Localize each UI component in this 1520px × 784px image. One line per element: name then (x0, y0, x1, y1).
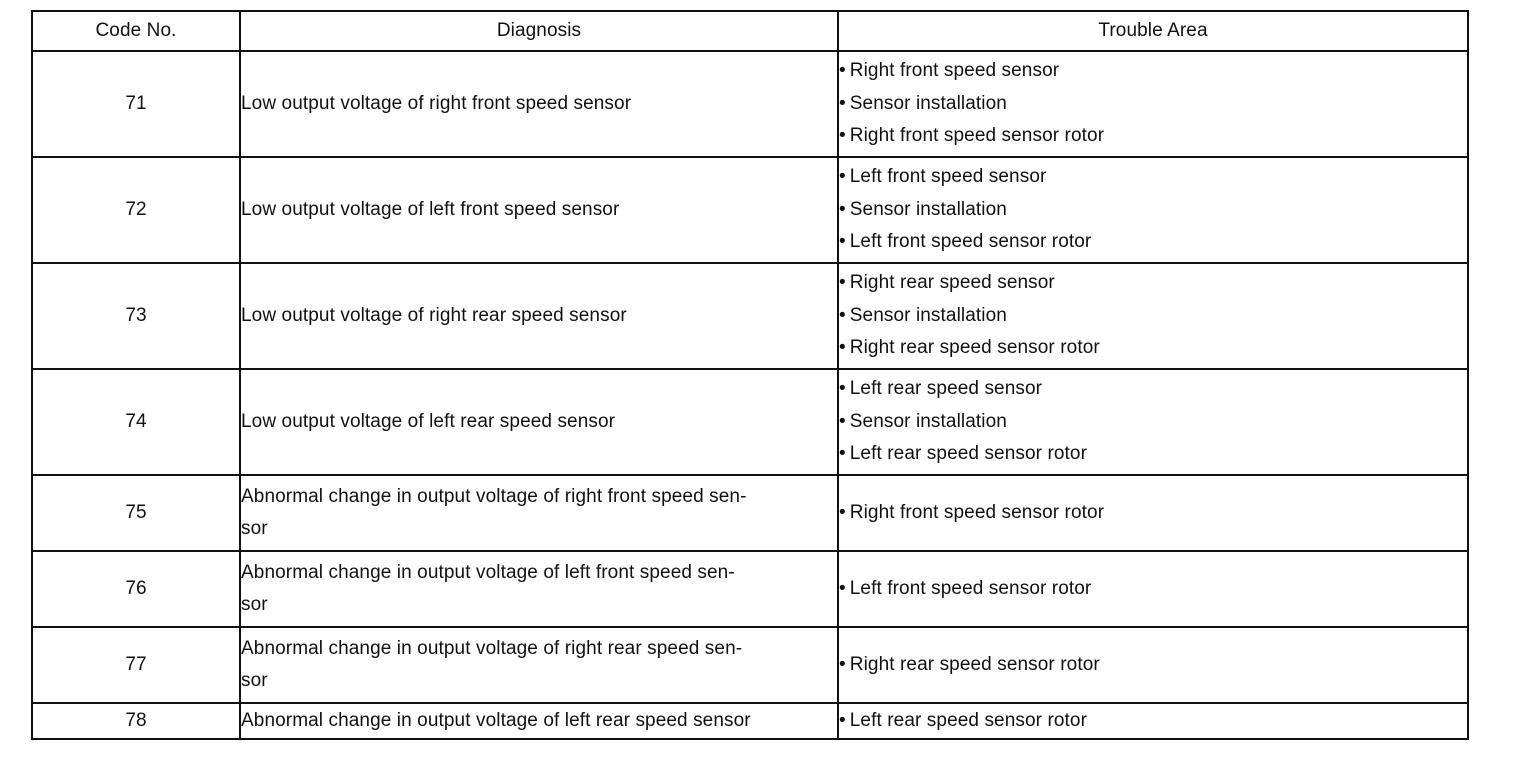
diagnosis-line: Abnormal change in output voltage of left rear speed sensor (241, 710, 751, 731)
diagnosis-cell (240, 627, 838, 703)
diagnosis-line: Abnormal change in output voltage of right front speed sen- (241, 486, 747, 507)
table-body (32, 51, 1468, 739)
trouble-area-cell (838, 551, 1468, 627)
code-number-cell: 74 (32, 369, 240, 475)
code-number-cell: 75 (32, 475, 240, 551)
table-row (32, 703, 1468, 739)
code-number-cell: 71 (32, 51, 240, 157)
trouble-area-item: • Right front speed sensor (839, 55, 1467, 88)
diagnosis-cell (240, 551, 838, 627)
trouble-area-item: • Sensor installation (839, 194, 1467, 227)
diagnosis-cell (240, 51, 838, 157)
diagnosis-line: sor (241, 594, 268, 615)
header-trouble-area: Trouble Area (838, 11, 1468, 51)
trouble-area-cell (838, 475, 1468, 551)
trouble-area-item: • Left rear speed sensor rotor (839, 705, 1467, 738)
trouble-area-item: • Right rear speed sensor rotor (839, 649, 1467, 682)
trouble-area-item: • Right front speed sensor rotor (839, 120, 1467, 153)
trouble-area-item: • Left front speed sensor (839, 161, 1467, 194)
table-row (32, 51, 1468, 157)
diagnosis-cell (240, 157, 838, 263)
trouble-area-item: • Sensor installation (839, 88, 1467, 121)
trouble-area-cell (838, 51, 1468, 157)
code-number-cell: 72 (32, 157, 240, 263)
table-row (32, 627, 1468, 703)
trouble-area-cell (838, 157, 1468, 263)
code-number-cell: 73 (32, 263, 240, 369)
table-row (32, 475, 1468, 551)
trouble-area-item: • Right front speed sensor rotor (839, 497, 1467, 530)
trouble-area-item: • Left rear speed sensor (839, 373, 1467, 406)
trouble-area-item: • Right rear speed sensor rotor (839, 332, 1467, 365)
diagnosis-cell (240, 263, 838, 369)
diagnosis-line: sor (241, 670, 268, 691)
trouble-area-item: • Left front speed sensor rotor (839, 226, 1467, 259)
diagnosis-line: Low output voltage of left rear speed sensor (241, 411, 616, 432)
trouble-area-cell (838, 627, 1468, 703)
diagnosis-line: Abnormal change in output voltage of left front speed sen- (241, 562, 735, 583)
diagnostic-code-table (31, 10, 1469, 740)
table-row (32, 551, 1468, 627)
table-row (32, 263, 1468, 369)
trouble-area-cell (838, 369, 1468, 475)
diagnosis-line: Abnormal change in output voltage of right rear speed sen- (241, 638, 743, 659)
trouble-area-item: • Left rear speed sensor rotor (839, 438, 1467, 471)
code-number-cell: 78 (32, 703, 240, 739)
trouble-area-item: • Sensor installation (839, 300, 1467, 333)
diagnosis-cell (240, 475, 838, 551)
trouble-area-cell (838, 263, 1468, 369)
diagnosis-line: Low output voltage of left front speed sensor (241, 199, 620, 220)
trouble-area-cell (838, 703, 1468, 739)
code-number-cell: 76 (32, 551, 240, 627)
diagnosis-line: sor (241, 518, 268, 539)
header-row (32, 11, 1468, 51)
trouble-area-item: • Sensor installation (839, 406, 1467, 439)
header-diagnosis: Diagnosis (240, 11, 838, 51)
diagnosis-cell (240, 369, 838, 475)
diagnosis-cell (240, 703, 838, 739)
header-code-no: Code No. (32, 11, 240, 51)
diagnosis-line: Low output voltage of right front speed sensor (241, 93, 632, 114)
table-row (32, 157, 1468, 263)
code-number-cell: 77 (32, 627, 240, 703)
trouble-area-item: • Right rear speed sensor (839, 267, 1467, 300)
table-row (32, 369, 1468, 475)
trouble-area-item: • Left front speed sensor rotor (839, 573, 1467, 606)
diagnosis-line: Low output voltage of right rear speed sensor (241, 305, 627, 326)
